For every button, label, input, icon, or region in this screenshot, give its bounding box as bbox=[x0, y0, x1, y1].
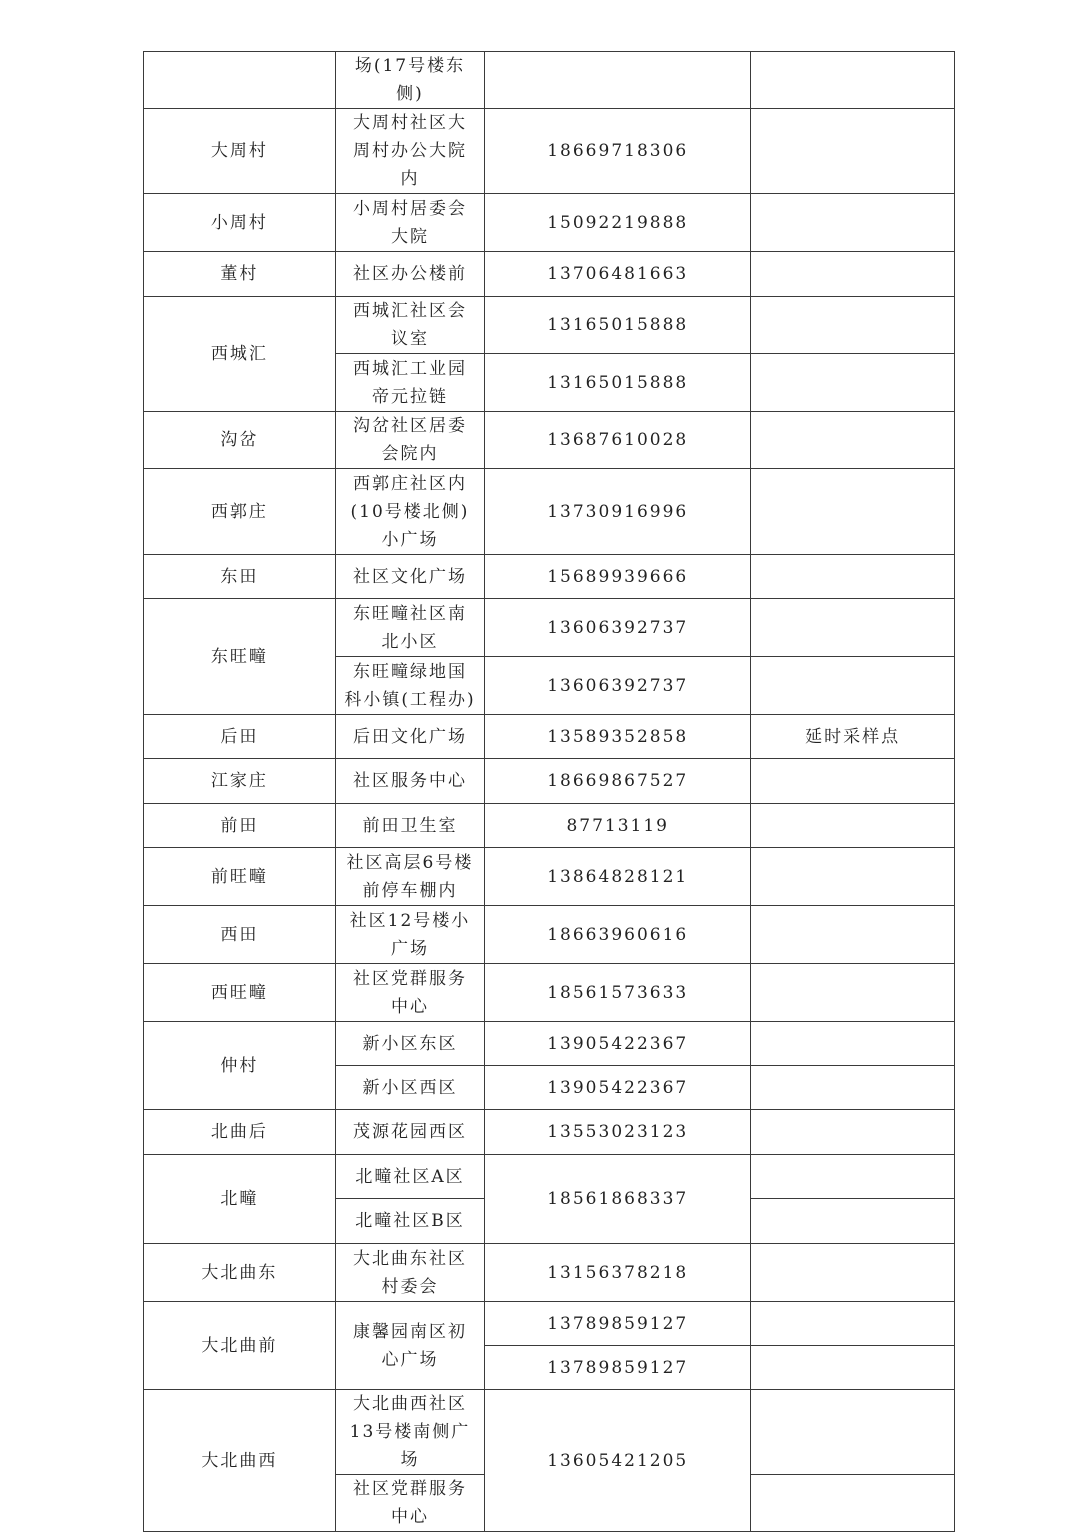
note bbox=[751, 252, 955, 297]
note bbox=[751, 1110, 955, 1155]
site-location: 场(17号楼东侧) bbox=[354, 56, 466, 104]
contact-phone: 15092219888 bbox=[485, 194, 751, 252]
note bbox=[751, 109, 955, 194]
contact-phone: 13156378218 bbox=[485, 1244, 751, 1302]
site-location: 社区党群服务中心 bbox=[352, 1479, 467, 1527]
note bbox=[751, 1066, 955, 1110]
village-name: 西城汇 bbox=[144, 297, 336, 412]
note bbox=[751, 1475, 955, 1532]
contact-phone: 15689939666 bbox=[485, 555, 751, 599]
table-row bbox=[144, 555, 955, 599]
contact-phone: 13589352858 bbox=[485, 715, 751, 759]
site-location: 大北曲东社区村委会 bbox=[352, 1248, 467, 1297]
site-location: 新小区东区 bbox=[362, 1033, 458, 1054]
village-name: 前旺疃 bbox=[144, 848, 336, 906]
contact-phone: 13789859127 bbox=[485, 1302, 751, 1346]
table-row bbox=[144, 1390, 955, 1475]
village-name: 大北曲前 bbox=[144, 1302, 336, 1390]
note bbox=[751, 555, 955, 599]
contact-phone: 13789859127 bbox=[485, 1346, 751, 1390]
village-name: 西旺疃 bbox=[144, 964, 336, 1022]
site-location: 康馨园南区初心广场 bbox=[352, 1321, 467, 1370]
table-row bbox=[144, 848, 955, 906]
table-row bbox=[144, 1244, 955, 1302]
contact-phone: 13165015888 bbox=[485, 354, 751, 412]
village-name: 江家庄 bbox=[144, 759, 336, 804]
note bbox=[751, 1302, 955, 1346]
village-name: 东田 bbox=[144, 555, 336, 599]
note bbox=[751, 906, 955, 964]
note bbox=[751, 1199, 955, 1244]
site-location: 社区12号楼小广场 bbox=[349, 910, 471, 959]
village-name bbox=[144, 52, 336, 109]
note bbox=[751, 1346, 955, 1390]
site-location: 东旺疃绿地国科小镇(工程办) bbox=[344, 661, 476, 710]
table-row bbox=[144, 599, 955, 657]
site-location: 北疃社区B区 bbox=[355, 1211, 465, 1231]
village-name: 北曲后 bbox=[144, 1110, 336, 1155]
site-location: 社区办公楼前 bbox=[352, 264, 467, 284]
contact-phone: 13905422367 bbox=[485, 1022, 751, 1066]
village-name: 沟岔 bbox=[144, 412, 336, 469]
note bbox=[751, 1244, 955, 1302]
table-row bbox=[144, 109, 955, 194]
table-row bbox=[144, 194, 955, 252]
contact-phone: 13905422367 bbox=[485, 1066, 751, 1110]
table-row bbox=[144, 412, 955, 469]
contact-phone: 18663960616 bbox=[485, 906, 751, 964]
site-location: 新小区西区 bbox=[362, 1077, 458, 1098]
village-name: 仲村 bbox=[144, 1022, 336, 1110]
contact-phone: 13165015888 bbox=[485, 297, 751, 354]
village-name: 大北曲东 bbox=[144, 1244, 336, 1302]
table-row bbox=[144, 759, 955, 804]
note bbox=[751, 599, 955, 657]
village-name: 东旺疃 bbox=[144, 599, 336, 715]
site-location: 前田卫生室 bbox=[362, 815, 458, 836]
sampling-sites-table bbox=[143, 51, 955, 1532]
contact-phone: 13606392737 bbox=[485, 599, 751, 657]
village-name: 西郭庄 bbox=[144, 469, 336, 555]
contact-phone bbox=[485, 52, 751, 109]
site-location: 沟岔社区居委会院内 bbox=[352, 416, 467, 464]
site-location: 大周村社区大周村办公大院内 bbox=[352, 113, 467, 189]
table-row bbox=[144, 964, 955, 1022]
table-row bbox=[144, 1155, 955, 1199]
contact-phone: 13706481663 bbox=[485, 252, 751, 297]
table-row bbox=[144, 297, 955, 354]
site-location: 西城汇社区会议室 bbox=[352, 301, 467, 349]
note bbox=[751, 804, 955, 848]
contact-phone: 18669867527 bbox=[485, 759, 751, 804]
note bbox=[751, 52, 955, 109]
note bbox=[751, 297, 955, 354]
table-row bbox=[144, 1110, 955, 1155]
site-location: 大北曲西社区13号楼南侧广场 bbox=[349, 1394, 471, 1470]
village-name: 北疃 bbox=[144, 1155, 336, 1244]
site-location: 后田文化广场 bbox=[352, 726, 467, 747]
table-row bbox=[144, 52, 955, 109]
table-row bbox=[144, 1022, 955, 1066]
table-row bbox=[144, 469, 955, 555]
table-row bbox=[144, 1302, 955, 1346]
contact-phone: 13730916996 bbox=[485, 469, 751, 555]
village-name: 小周村 bbox=[144, 194, 336, 252]
note bbox=[751, 848, 955, 906]
village-name: 大北曲西 bbox=[144, 1390, 336, 1532]
site-location: 西郭庄社区内(10号楼北侧)小广场 bbox=[350, 473, 470, 550]
note bbox=[751, 1155, 955, 1199]
village-name: 大周村 bbox=[144, 109, 336, 194]
contact-phone: 18669718306 bbox=[485, 109, 751, 194]
contact-phone: 13553023123 bbox=[485, 1110, 751, 1155]
note bbox=[751, 759, 955, 804]
village-name: 后田 bbox=[144, 715, 336, 759]
table-row bbox=[144, 715, 955, 759]
contact-phone: 18561573633 bbox=[485, 964, 751, 1022]
table-row bbox=[144, 804, 955, 848]
note bbox=[751, 469, 955, 555]
note bbox=[751, 1390, 955, 1475]
site-location: 西城汇工业园帝元拉链 bbox=[352, 358, 467, 407]
contact-phone: 13606392737 bbox=[485, 657, 751, 715]
contact-phone: 13605421205 bbox=[485, 1390, 751, 1532]
contact-phone: 87713119 bbox=[485, 804, 751, 848]
contact-phone: 18561868337 bbox=[485, 1155, 751, 1244]
site-location: 社区党群服务中心 bbox=[352, 968, 467, 1017]
note bbox=[751, 412, 955, 469]
site-location: 社区服务中心 bbox=[352, 771, 467, 791]
site-location: 茂源花园西区 bbox=[352, 1122, 467, 1142]
site-location: 东旺疃社区南北小区 bbox=[352, 603, 467, 652]
village-name: 董村 bbox=[144, 252, 336, 297]
site-location: 社区文化广场 bbox=[352, 566, 467, 587]
site-location: 社区高层6号楼前停车棚内 bbox=[346, 852, 474, 901]
contact-phone: 13864828121 bbox=[485, 848, 751, 906]
village-name: 前田 bbox=[144, 804, 336, 848]
note bbox=[751, 657, 955, 715]
note bbox=[751, 1022, 955, 1066]
note bbox=[751, 194, 955, 252]
table-row bbox=[144, 906, 955, 964]
site-location: 小周村居委会大院 bbox=[352, 198, 467, 247]
site-location: 北疃社区A区 bbox=[355, 1166, 465, 1187]
note bbox=[751, 354, 955, 412]
contact-phone: 13687610028 bbox=[485, 412, 751, 469]
village-name: 西田 bbox=[144, 906, 336, 964]
table-row bbox=[144, 252, 955, 297]
note: 延时采样点 bbox=[751, 715, 955, 759]
note bbox=[751, 964, 955, 1022]
